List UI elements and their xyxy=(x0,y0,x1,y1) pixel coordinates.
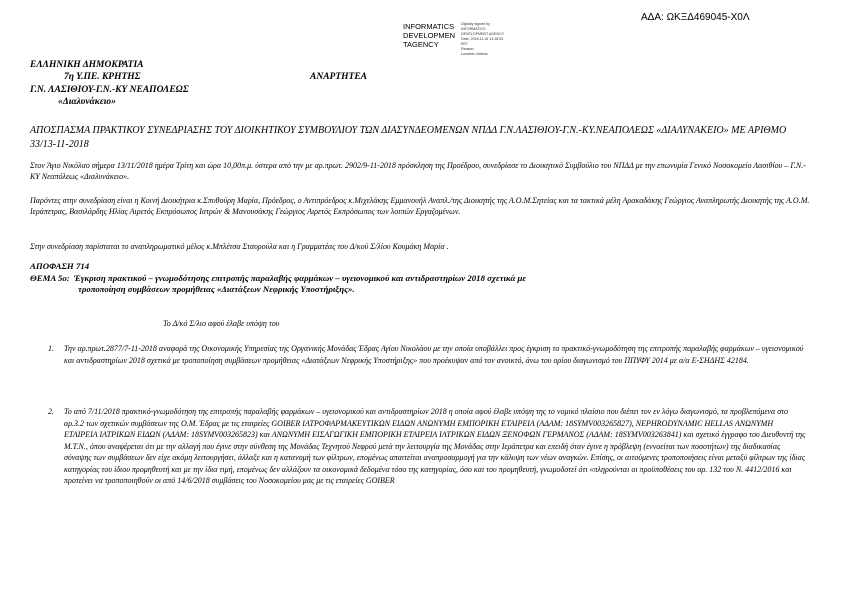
paragraph-attendees: Παρόντες στην συνεδρίαση είναι η Κοινή Διοικήτρια κ.Σπυθούρη Μαρία, Πρόεδρος, ο Αντιπρόεδρος κ.Μιχελάκης Εμμανουήλ Αναπλ./της Διοικητής της Α.Ο.Μ.Σητείας και τα τακτικά μέλη Αρακαδάκης Γεώργιος Αναπληρωτής Διοικητής της Α.Ο.Μ. Ιεράπετρας, Βασιλάρδης Ηλίας Αιρετός Εκπρόσωπος Ιατρών & Μανουσάκης Γεώργιος Αιρετός Εκπρόσωπος των λοιπών Εργαζομένων. xyxy=(30,196,810,216)
subject xyxy=(30,273,810,295)
logo-line: INFORMATICS xyxy=(403,22,455,31)
header-hospital: Γ.Ν. ΛΑΣΙΘΙΟΥ-Γ.Ν.-ΚΥ ΝΕΑΠΟΛΕΩΣ xyxy=(30,85,189,95)
document-title: ΑΠΟΣΠΑΣΜΑ ΠΡΑΚΤΙΚΟΥ ΣΥΝΕΔΡΙΑΣΗΣ ΤΟΥ ΔΙΟΙΚΗΤΙΚΟΥ ΣΥΜΒΟΥΛΙΟΥ ΤΩΝ ΔΙΑΣΥΝΔΕΟΜΕΝΩΝ ΝΠΔΔ Γ.Ν.ΛΑΣΙΘΙΟΥ-Γ.Ν.-ΚΥ.ΝΕΑΠΟΛΕΩΣ «ΔΙΑΛΥΝΑΚΕΙΟ» ΜΕ ΑΡΙΘΜΟ 33/13-11-2018 xyxy=(30,125,787,150)
intro-text: Το Δ/κό Σ/λιο αφού έλαβε υπόψη του xyxy=(163,319,280,328)
list-item xyxy=(48,343,808,366)
subject-line-2: τροποποίηση συμβάσεων προμήθειας «Διατάξεων Νεφρικής Υποστήριξης». xyxy=(78,284,355,294)
header-country: ΕΛΛΗΝΙΚΗ ΔΗΜΟΚΡΑΤΙΑ xyxy=(30,60,144,70)
agency-logo-text xyxy=(403,22,459,57)
posted-label: ΑΝΑΡΤΗΤΕΑ xyxy=(310,72,368,82)
item-text: Την αρ.πρωτ.2877/7-11-2018 αναφορά της Οικονομικής Υπηρεσίας της Οργανικής Μονάδας Έδρας Αγίου Νικολάου με την οποία υποβάλλει προς έγκριση το πρακτικό-γνωμοδότηση της επιτροπής παραλαβής φαρμάκων – υγειονομικού και αντιδραστηρίων 2018 σχετικά με τροποποίηση συμβάσεων προμήθειας «Διατάξεων Νεφρικής Υποστήριξης» που προέκυψαν από τον ανοικτό, άνω του ορίου διαγωνισμό του ΠΠΥΦΥ 2014 με α/α Ε-ΣΗΔΗΣ 42184. xyxy=(64,344,804,365)
item-number: 1. xyxy=(48,344,54,353)
subject-line-1: Έγκριση πρακτικού – γνωμοδότησης επιτροπής παραλαβής φαρμάκων – υγειονομικού και αντιδραστηρίων 2018 σχετικά με xyxy=(74,273,527,283)
signature-line: Date: 2018.11.16 13:18:53 xyxy=(461,37,504,41)
signature-line: EET xyxy=(461,42,468,46)
signature-details xyxy=(461,22,521,57)
subject-label: ΘΕΜΑ 5ο: xyxy=(30,273,70,283)
header-region: 7η Υ.ΠΕ. ΚΡΗΤΗΣ xyxy=(64,72,141,82)
ada-code: ΑΔΑ: ΩΚΞΔ469045-Χ0Λ xyxy=(641,12,750,23)
paragraph-meeting: Στον Άγιο Νικόλαο σήμερα 13/11/2018 ημέρα Τρίτη και ώρα 10,00π.μ. ύστερα από την με αρ.πρωτ. 2902/9-11-2018 πρόσκληση της Προέδρου, συνεδρίασε το Διοικητικό Συμβούλιο του ΝΠΔΔ με την επωνυμία Γενικό Νοσοκομείο Λασιθίου – Γ.Ν.-ΚΥ Νεαπόλεως «Διαλυνάκειο». xyxy=(30,161,806,181)
signature-line: Reason: xyxy=(461,47,475,51)
signature-line: Digitally signed by xyxy=(461,22,490,26)
signature-line: INFORMATICS xyxy=(461,27,486,31)
signature-line: DEVELOPMENT AGENCY xyxy=(461,32,505,36)
item-number: 2. xyxy=(48,407,54,416)
logo-line: DEVELOPMEN xyxy=(403,31,456,40)
signature-line: Location: Athens xyxy=(461,52,488,56)
item-text: Το από 7/11/2018 πρακτικό-γνωμοδότηση της επιτροπής παραλαβής φαρμάκων – υγειονομικού και αντιδραστηρίων 2018 η οποία αφού έλαβε υπόψη της το νομικό πλαίσιο που διέπει τον εν λόγω διαγωνισμό, τα προβλεπόμενα στο αρ.3.2 των σχετικών συμβάσεων της Ο.Μ. Έδρας με τις εταιρείες GOIBER ΙΑΤΡΟΦΑΡΜΑΚΕΥΤΙΚΩΝ ΕΙΔΩΝ ΑΝΩΝΥΜΗ ΕΜΠΟΡΙΚΗ ΕΤΑΙΡΕΙΑ (ΑΔΑΜ: 18SYMV003265827), NEPHRODYNAMIC HELLAS ΑΝΩΝΥΜΗ ΕΤΑΙΡΕΙΑ ΙΑΤΡΙΚΩΝ ΕΙΔΩΝ (ΑΔΑΜ: 18SYMV003265823) και ΑΝΩΝΥΜΗ ΕΙΣΑΓΩΓΙΚΗ ΕΜΠΟΡΙΚΗ ΕΤΑΙΡΕΙΑ ΙΑΤΡΙΚΩΝ ΕΙΔΩΝ ΞΕΝΟΦΩΝ ΓΕΡΜΑΝΟΣ (ΑΔΑΜ: 18SYMV003263841) και σχετικό έγγραφο του Διευθυντή της Μ.Τ.Ν., όπου αναφέρεται ότι με την αλλαγή που έγινε στην σύνθεση της Μονάδας Τεχνητού Νεφρού μετά την λειτουργία της Μονάδας στην Ιεράπετρα και επειδή όταν έγινε η πρόβλεψη (εννοείται των ποσοτήτων) της διαδικασίας σύναψης των συμβάσεων δεν είχε ακόμη λειτουργήσει, άλλαξε και η κατανομή των φίλτρων, επομένως απαιτείται αναπροσαρμογή για την κάλυψη των νέων αναγκών. Επίσης, οι αιτούμενες τροποποιήσεις είναι μεταξύ φίλτρων της ίδιας κατηγορίας του ίδιου προμηθευτή και με την ίδια τιμή, επομένως δεν αλλάζουν τα οικονομικά δεδομένα τόσο της κατηγορίας, όσο και του προμηθευτή, γνωμοδοτεί ότι «πληρούνται οι προϋποθέσεις του αρ. 132 του Ν. 4412/2016 και προτείνει να τροποποιηθούν οι από 14/6/2018 συμβάσεις του Νοσοκομείου μας με τις εταιρείες GOIBER xyxy=(64,407,806,485)
digital-signature-block xyxy=(403,22,521,57)
header-hospital-name: «Διαλυνάκειο» xyxy=(58,97,116,107)
logo-line: TAGENCY xyxy=(403,40,439,49)
list-item xyxy=(48,406,808,487)
decision-number: ΑΠΟΦΑΣΗ 714 xyxy=(30,261,90,271)
paragraph-present: Στην συνεδρίαση παρίσταται το αναπληρωματικό μέλος κ.Μπλέτσα Σταυρούλα και η Γραμματέας του Δ/κού Σ/λίου Κουμάκη Μαρία . xyxy=(30,242,449,251)
